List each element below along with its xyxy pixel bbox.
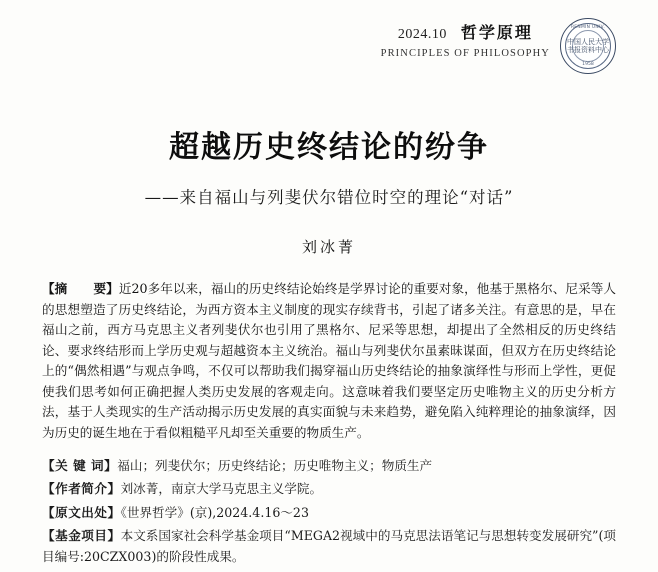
author-bio-line	[42, 479, 616, 500]
abstract-paragraph	[42, 279, 616, 443]
author-bio-label: 【作者简介】	[42, 481, 121, 497]
journal-name-en: PRINCIPLES OF PHILOSOPHY	[380, 48, 550, 59]
keywords-label: 【关 键 词】	[42, 457, 118, 473]
funding-line	[42, 526, 616, 567]
seal-year: 1958	[582, 62, 594, 67]
journal-masthead	[381, 18, 560, 59]
page-header	[42, 0, 616, 78]
author-bio-value: 刘冰菁，南京大学马克思主义学院。	[120, 481, 323, 497]
source-label: 【原文出处】	[42, 504, 121, 520]
journal-name-cn: 哲学原理	[460, 23, 533, 42]
publisher-seal-icon	[560, 18, 616, 74]
funding-value: 本文系国家社会科学基金项目“MEGA2视域中的马克思法语笔记与思想转变发展研究”(项目编号:20CZX003)的阶段性成果。	[42, 528, 617, 564]
article-author: 刘冰菁	[301, 238, 356, 256]
seal-center-text: 中国人民大学 书报资料中心	[567, 38, 609, 54]
abstract-section	[42, 279, 616, 443]
abstract-text: 近20多年以来，福山的历史终结论始终是学界讨论的重要对象，他基于黑格尔、尼采等人的思想塑造了历史终结论，为西方资本主义制度的现实存续背书，引起了诸多关注。有意思的是，早在福山之前，西方马克思主义者列斐伏尔也引用了黑格尔、尼采等思想，却提出了全然相反的历史终结论、要求终结形而上学历史观与超越资本主义统治。福山与列斐伏尔虽素昧谋面，但双方在历史终结论上的“偶然相遇”与观点争鸣，不仅可以帮助我们揭穿福山历史终结论的抽象演绎性与形而上学性，更促使我们思考如何正确把握人类历史发展的客观走向。这意味着我们要坚定历史唯物主义的历史分析方法，基于人类现实的生产活动揭示历史发展的真实面貌与未来趋势，避免陷入纯粹理论的抽象演绎，因为历史的诞生地在于看似粗糙平凡却至关重要的物质生产。	[42, 281, 617, 440]
keywords-value: 福山；列斐伏尔；历史终结论；历史唯物主义；物质生产	[117, 457, 433, 473]
metadata-section	[42, 456, 616, 568]
title-block	[42, 122, 616, 208]
page-title: 超越历史终结论的纷争	[169, 130, 489, 165]
article-subtitle: ——来自福山与列斐伏尔错位时空的理论“对话”	[144, 188, 514, 207]
source-value: 《世界哲学》(京),2024.4.16～23	[120, 504, 309, 520]
keywords-line	[42, 456, 616, 477]
seal-arc-text: RENMIN UNIV.	[570, 25, 606, 30]
masthead-line	[381, 20, 550, 43]
funding-label: 【基金项目】	[42, 528, 121, 544]
issue-date: 2024.10	[397, 27, 447, 42]
abstract-label-word: 要】	[93, 281, 119, 296]
source-line	[42, 503, 616, 524]
abstract-label-open: 【摘	[42, 281, 68, 296]
